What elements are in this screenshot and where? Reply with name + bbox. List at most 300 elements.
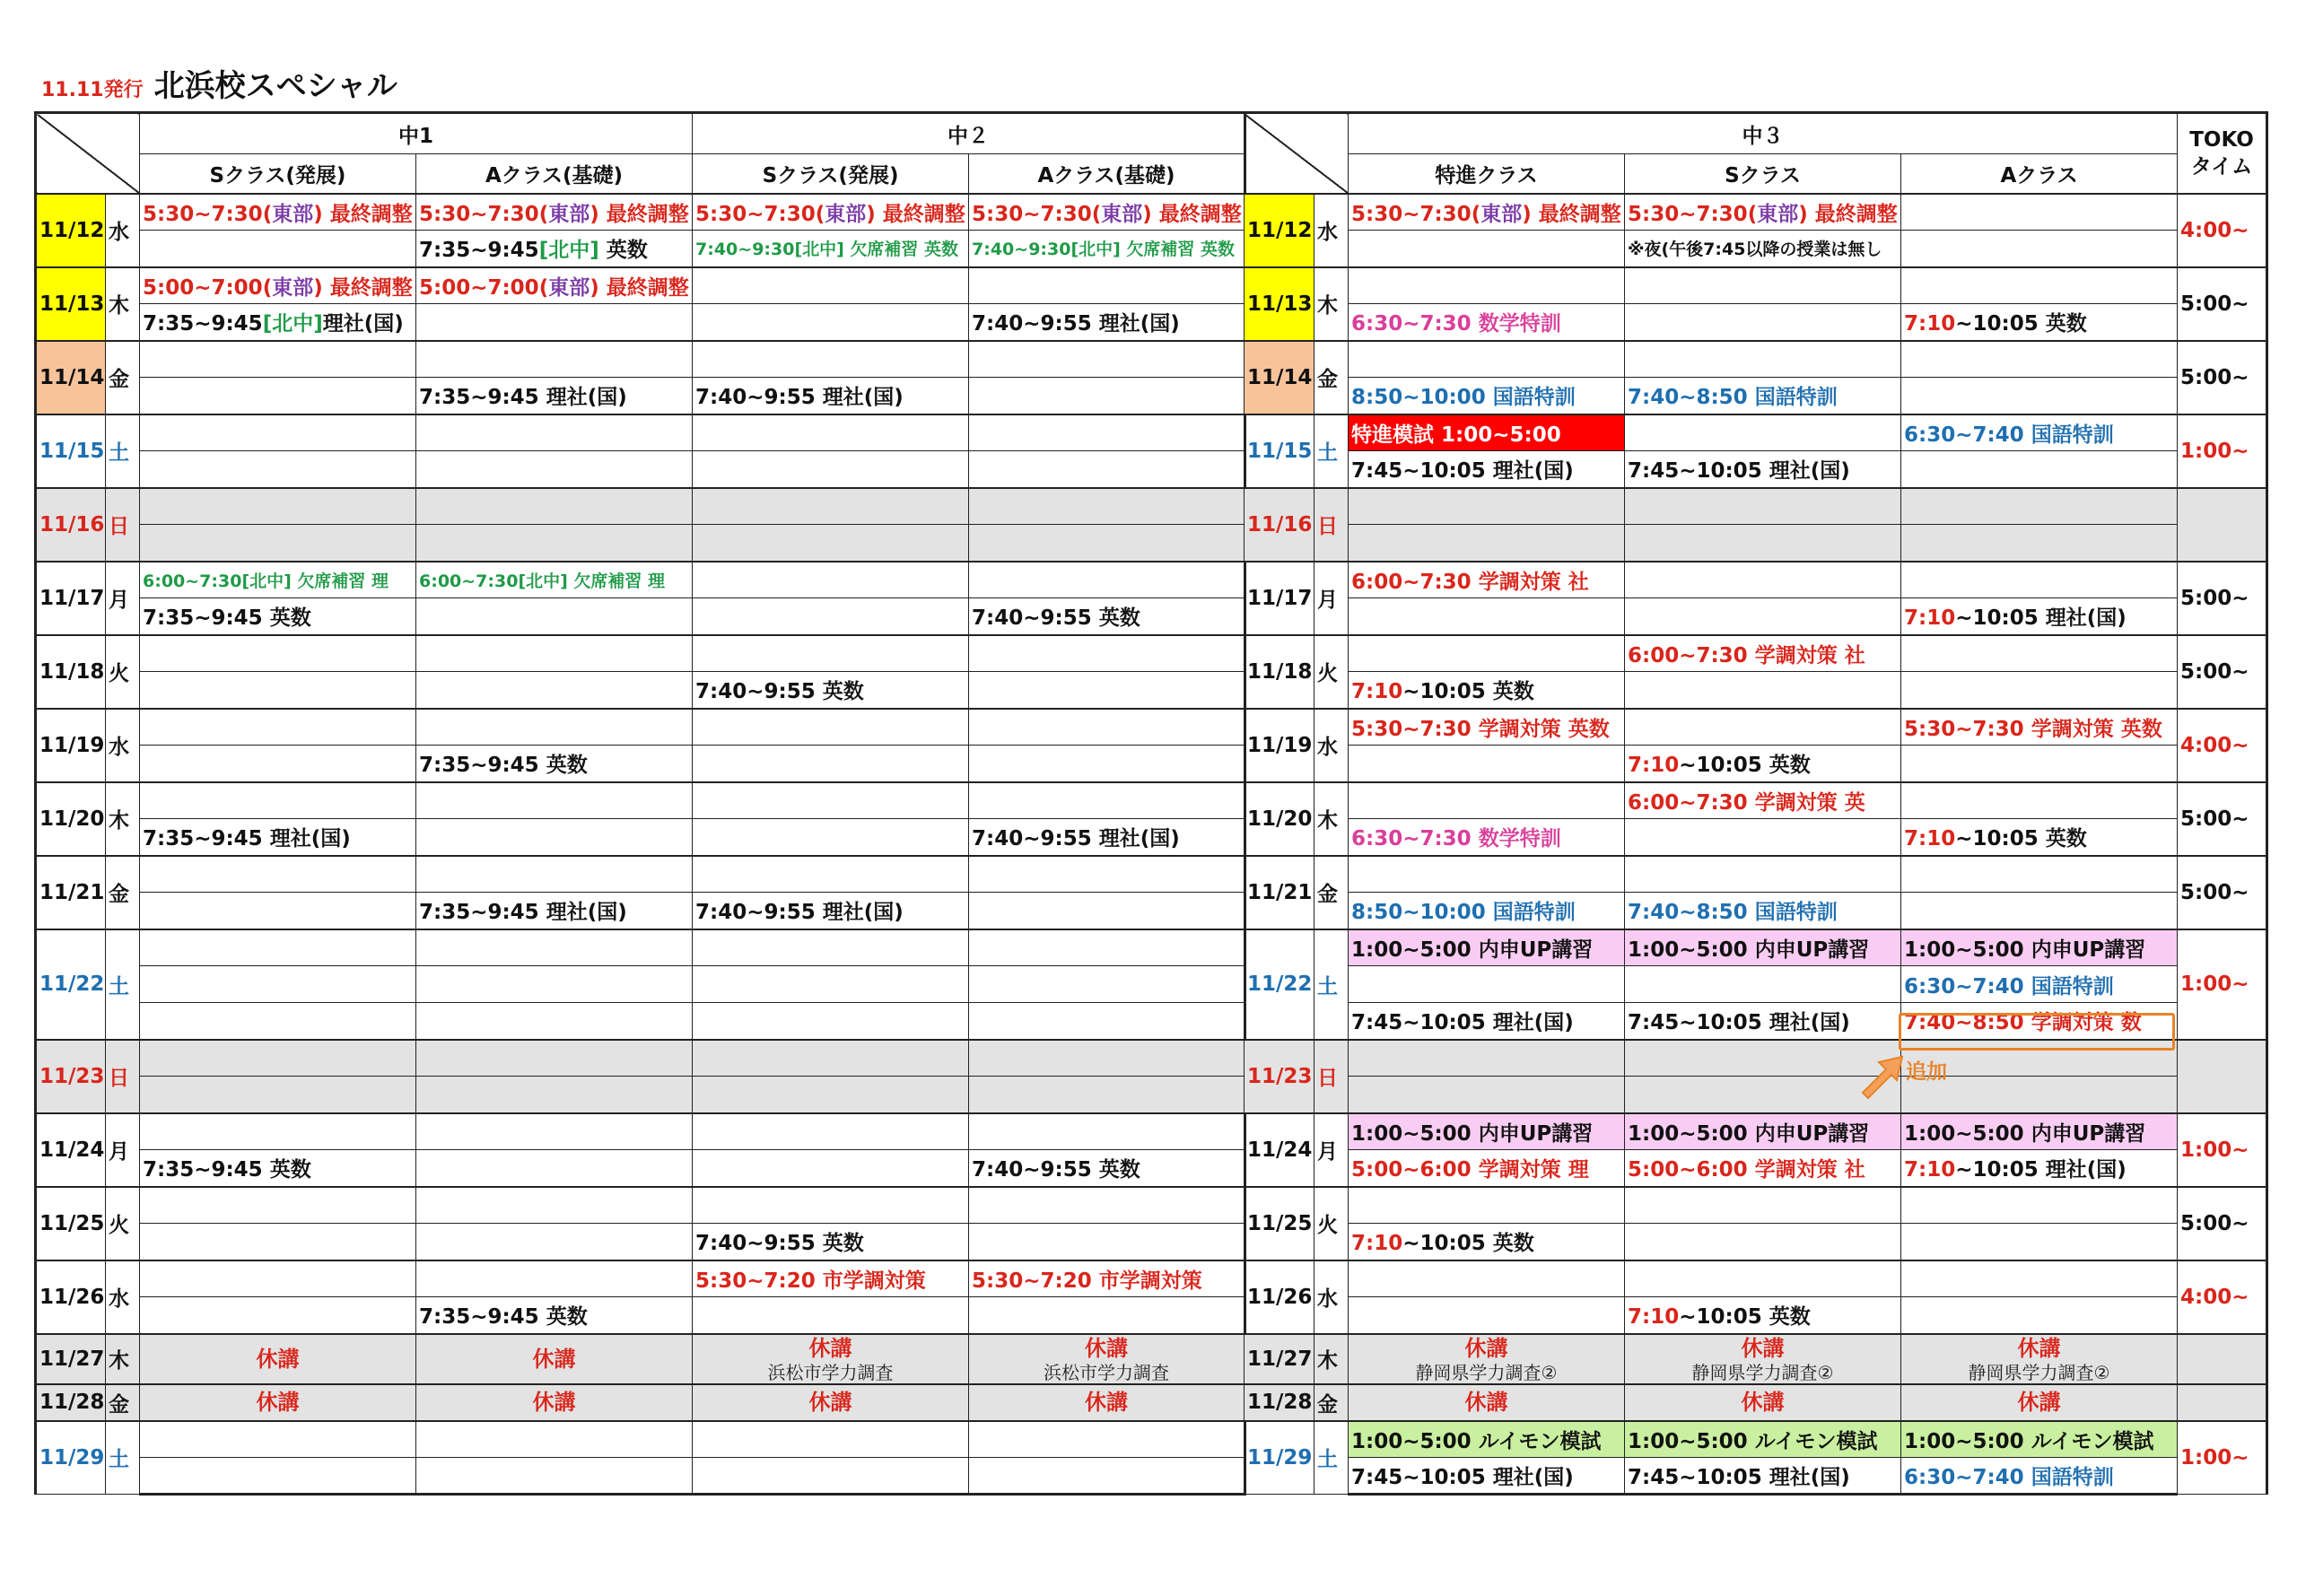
class-cell: [416, 267, 693, 304]
entry-text: 特進模試 1:00~5:00: [1351, 423, 1561, 447]
class-cell: [416, 451, 693, 488]
class-cell: [1901, 1224, 2178, 1260]
closed-label: 休講: [256, 1346, 300, 1372]
schedule-row: [1245, 1297, 2267, 1334]
closed-label: 休講: [1085, 1335, 1129, 1361]
class-cell: [1349, 782, 1625, 819]
schedule-row: [36, 709, 1245, 746]
schedule-row: [36, 746, 1245, 782]
date-cell: 11/13: [36, 267, 106, 341]
entry-text: 7:10: [1904, 1158, 1956, 1182]
class-cell: [416, 635, 693, 672]
schedule-row: [1245, 672, 2267, 709]
weekday-cell: 木: [1314, 782, 1349, 856]
entry-text: 8:50~10:00 国語特訓: [1351, 901, 1576, 925]
entry-text: 7:35~9:45: [419, 239, 539, 263]
class-cell: [1349, 1150, 1625, 1187]
toko-time-cell: [2178, 488, 2267, 562]
weekday-cell: 木: [106, 267, 140, 341]
weekday-cell: 日: [1314, 1040, 1349, 1113]
date-cell: 11/29: [1245, 1421, 1314, 1495]
weekday-cell: 金: [1314, 341, 1349, 414]
date-cell: 11/22: [36, 929, 106, 1040]
entry-text: 東部: [1757, 202, 1799, 226]
schedule-row: [36, 635, 1245, 672]
schedule-table-grade1-2: [34, 111, 1246, 1496]
class-cell: [1625, 672, 1901, 709]
class-cell: [140, 1040, 416, 1077]
class-cell: [1901, 709, 2178, 746]
entry-text: 1:00~5:00 ルイモン模試: [1628, 1429, 1878, 1453]
class-cell: [1349, 1113, 1625, 1150]
class-cell: [1901, 1150, 2178, 1187]
entry-text: 7:40~9:55 理社(国): [972, 827, 1180, 851]
class-cell: [1901, 451, 2178, 488]
class-cell: [1901, 672, 2178, 709]
group-header-grade3: 中３: [1349, 113, 2178, 154]
class-cell: [693, 414, 969, 451]
entry-text: 7:40~8:50 学調対策 数: [1904, 1011, 2142, 1035]
schedule-row: [1245, 341, 2267, 378]
class-cell: [1349, 966, 1625, 1003]
class-cell: [969, 1113, 1245, 1150]
class-cell: [140, 782, 416, 819]
class-cell: [693, 782, 969, 819]
schedule-row: [36, 893, 1245, 929]
date-cell: 11/22: [1245, 929, 1314, 1040]
class-cell: [416, 1187, 693, 1224]
entry-text: 7:10: [1904, 827, 1956, 851]
schedule-row: [1245, 488, 2267, 525]
class-cell: [1349, 1224, 1625, 1260]
schedule-row: [1245, 525, 2267, 562]
weekday-cell: 土: [106, 414, 140, 488]
weekday-cell: 木: [1314, 267, 1349, 341]
class-cell: [1349, 451, 1625, 488]
class-cell: [693, 1458, 969, 1495]
schedule-row: [36, 929, 1245, 966]
class-cell: [693, 1187, 969, 1224]
class-cell: [693, 194, 969, 231]
class-cell: [693, 378, 969, 414]
entry-text: 1:00~5:00 ルイモン模試: [1904, 1429, 2154, 1453]
class-cell: [140, 341, 416, 378]
class-cell: [1349, 304, 1625, 341]
class-cell: [416, 782, 693, 819]
closed-cell: [1349, 1384, 1625, 1421]
entry-text: 6:00~7:30 学調対策 社: [1628, 643, 1865, 667]
weekday-cell: 木: [106, 782, 140, 856]
class-cell: [693, 1003, 969, 1040]
class-cell: [1625, 378, 1901, 414]
class-cell: [1349, 1297, 1625, 1334]
closed-cell: [1625, 1334, 1901, 1384]
entry-text: ) 最終調整: [313, 202, 413, 226]
class-cell: [1625, 856, 1901, 893]
closed-cell: [140, 1334, 416, 1384]
entry-text: 7:10: [1628, 1305, 1680, 1330]
entry-text: 7:40~9:55 理社(国): [695, 901, 904, 925]
class-cell: [693, 893, 969, 929]
entry-text: 1:00~5:00 内申UP講習: [1904, 938, 2146, 962]
class-cell: [140, 267, 416, 304]
toko-time-cell: 5:00~: [2178, 635, 2267, 709]
schedule-row: [1245, 746, 2267, 782]
schedule-row: [36, 562, 1245, 598]
entry-text: 5:00~7:00(: [419, 275, 549, 300]
toko-time-cell: 4:00~: [2178, 194, 2267, 267]
class-cell: [693, 1421, 969, 1458]
entry-text: 7:10: [1904, 312, 1956, 336]
entry-text: 8:50~10:00 国語特訓: [1351, 386, 1576, 410]
schedule-row: [36, 782, 1245, 819]
toko-time-cell: [2178, 1040, 2267, 1113]
entry-text: 7:35~9:45 英数: [419, 1305, 588, 1330]
class-cell: [969, 819, 1245, 856]
corner-cell: [36, 113, 140, 194]
class-cell: [1625, 488, 1901, 525]
date-cell: 11/16: [36, 488, 106, 562]
entry-text: 7:35~9:45 英数: [143, 1158, 311, 1182]
class-cell: [1349, 598, 1625, 635]
class-cell: [1625, 1421, 1901, 1458]
class-cell: [1349, 267, 1625, 304]
schedule-row: [1245, 1224, 2267, 1260]
closed-cell: [1349, 1334, 1625, 1384]
schedule-row: [36, 598, 1245, 635]
toko-header-line2: タイム: [2190, 154, 2253, 179]
weekday-cell: 水: [106, 1260, 140, 1334]
class-cell: [1349, 929, 1625, 966]
class-cell: [1901, 378, 2178, 414]
class-cell: [416, 1458, 693, 1495]
entry-text: 5:00~6:00 学調対策 理: [1351, 1158, 1589, 1182]
schedule-row: [1245, 378, 2267, 414]
closed-note: 浜松市学力調査: [767, 1361, 894, 1383]
entry-text: 7:35~9:45 理社(国): [143, 827, 351, 851]
class-cell: [1901, 267, 2178, 304]
page-title-block: [41, 61, 397, 104]
class-cell: [1901, 782, 2178, 819]
entry-text: 1:00~5:00 内申UP講習: [1628, 1121, 1870, 1146]
toko-time-cell: 5:00~: [2178, 1187, 2267, 1260]
date-cell: 11/17: [36, 562, 106, 635]
entry-text: 7:40~9:30[北中] 欠席補習 英数: [695, 240, 959, 260]
entry-text: 5:30~7:30(: [695, 202, 825, 226]
entry-text: 5:30~7:20 市学調対策: [972, 1269, 1202, 1293]
schedule-row: [1245, 893, 2267, 929]
weekday-cell: 木: [1314, 1334, 1349, 1384]
entry-text: ) 最終調整: [1522, 202, 1621, 226]
date-cell: 11/18: [1245, 635, 1314, 709]
col-header-g3-tokushin: 特進クラス: [1349, 154, 1625, 194]
class-cell: [140, 598, 416, 635]
class-cell: [1901, 1113, 2178, 1150]
class-cell: [1901, 1458, 2178, 1495]
schedule-row: [1245, 819, 2267, 856]
entry-text: [北中]: [262, 312, 323, 336]
schedule-row: [36, 1421, 1245, 1458]
class-cell: [693, 1224, 969, 1260]
weekday-cell: 水: [1314, 709, 1349, 782]
class-cell: [1349, 488, 1625, 525]
schedule-row: [1245, 267, 2267, 304]
date-cell: 11/12: [36, 194, 106, 267]
schedule-row: [36, 378, 1245, 414]
class-cell: [416, 966, 693, 1003]
class-cell: [1901, 488, 2178, 525]
schedule-row: [1245, 1077, 2267, 1113]
entry-text: 7:40~9:55 理社(国): [972, 312, 1180, 336]
class-cell: [1625, 819, 1901, 856]
entry-text: ~10:05 英数: [1402, 680, 1534, 704]
class-cell: [693, 856, 969, 893]
weekday-cell: 土: [106, 1421, 140, 1495]
class-cell: [693, 1113, 969, 1150]
class-cell: [1901, 525, 2178, 562]
entry-text: 1:00~5:00 ルイモン模試: [1351, 1429, 1602, 1453]
entry-text: ) 最終調整: [1798, 202, 1898, 226]
closed-label: 休講: [2017, 1335, 2061, 1361]
toko-time-cell: 5:00~: [2178, 341, 2267, 414]
class-cell: [1349, 341, 1625, 378]
class-cell: [1625, 746, 1901, 782]
class-cell: [693, 709, 969, 746]
entry-text: ~10:05 英数: [1679, 1305, 1811, 1330]
schedule-row: [1245, 635, 2267, 672]
date-cell: 11/20: [36, 782, 106, 856]
entry-text: ) 最終調整: [590, 275, 689, 300]
class-cell: [140, 194, 416, 231]
weekday-cell: 水: [106, 194, 140, 267]
class-cell: [1349, 1077, 1625, 1113]
entry-text: ) 最終調整: [590, 202, 689, 226]
toko-time-cell: 5:00~: [2178, 782, 2267, 856]
entry-text: 7:45~10:05 理社(国): [1351, 1466, 1574, 1489]
schedule-row: [36, 1260, 1245, 1297]
entry-text: 5:30~7:30(: [1628, 202, 1758, 226]
entry-text: 7:10: [1351, 1232, 1403, 1256]
class-cell: [140, 231, 416, 267]
entry-text: 東部: [548, 202, 590, 226]
date-cell: 11/25: [36, 1187, 106, 1260]
class-cell: [1625, 525, 1901, 562]
class-cell: [1901, 635, 2178, 672]
class-cell: [140, 893, 416, 929]
class-cell: [140, 1150, 416, 1187]
entry-text: 7:40~9:55 英数: [972, 606, 1140, 631]
schedule-row: [1245, 598, 2267, 635]
class-cell: [1901, 1421, 2178, 1458]
class-cell: [1625, 414, 1901, 451]
class-cell: [693, 1040, 969, 1077]
schedule-row: [36, 1003, 1245, 1040]
class-cell: [1901, 562, 2178, 598]
class-cell: [1901, 194, 2178, 231]
weekday-cell: 土: [1314, 414, 1349, 488]
class-cell: [969, 1077, 1245, 1113]
class-cell: [140, 709, 416, 746]
schedule-row: [1245, 231, 2267, 267]
class-cell: [1901, 1187, 2178, 1224]
class-cell: [1349, 672, 1625, 709]
closed-cell: [1901, 1334, 2178, 1384]
class-cell: [140, 1260, 416, 1297]
class-cell: [416, 1421, 693, 1458]
date-cell: 11/19: [36, 709, 106, 782]
schedule-row: [1245, 782, 2267, 819]
schedule-row: [1245, 709, 2267, 746]
class-cell: [416, 709, 693, 746]
class-cell: [1349, 1260, 1625, 1297]
schedule-row: [1245, 304, 2267, 341]
class-cell: [416, 1077, 693, 1113]
closed-cell: [416, 1334, 693, 1384]
entry-text: 7:10: [1628, 754, 1680, 778]
schedule-row: [36, 1458, 1245, 1495]
class-cell: [1625, 194, 1901, 231]
schedule-row: [1245, 856, 2267, 893]
entry-text: 5:00~6:00 学調対策 社: [1628, 1158, 1865, 1182]
date-cell: 11/26: [36, 1260, 106, 1334]
col-header-g2-s: Sクラス(発展): [693, 154, 969, 194]
col-header-g2-a: Aクラス(基礎): [969, 154, 1245, 194]
entry-text: ~10:05 英数: [1955, 827, 2087, 851]
page-title: 北浜校スペシャル: [153, 68, 397, 104]
date-cell: 11/23: [1245, 1040, 1314, 1113]
closed-label: 休講: [532, 1346, 576, 1372]
entry-text: 7:40~9:55 英数: [695, 1232, 864, 1256]
class-cell: [969, 1040, 1245, 1077]
class-cell: [416, 378, 693, 414]
weekday-cell: 土: [106, 929, 140, 1040]
class-cell: [140, 966, 416, 1003]
entry-text: 英数: [598, 239, 648, 263]
date-cell: 11/27: [36, 1334, 106, 1384]
class-cell: [1625, 1297, 1901, 1334]
entry-text: ※夜(午後7:45以降の授業は無し: [1628, 240, 1882, 260]
class-cell: [140, 451, 416, 488]
class-cell: [1349, 1040, 1625, 1077]
weekday-cell: 金: [1314, 1384, 1349, 1421]
class-cell: [693, 1260, 969, 1297]
class-cell: [1625, 929, 1901, 966]
class-cell: [969, 1458, 1245, 1495]
class-cell: [416, 304, 693, 341]
class-cell: [969, 635, 1245, 672]
closed-cell: [693, 1334, 969, 1384]
schedule-row: [1245, 929, 2267, 966]
date-cell: 11/28: [36, 1384, 106, 1421]
schedule-row: [1245, 1458, 2267, 1495]
corner-cell: [1245, 113, 1349, 194]
class-cell: [140, 1421, 416, 1458]
date-cell: 11/15: [1245, 414, 1314, 488]
weekday-cell: 月: [106, 562, 140, 635]
schedule-row: [36, 1077, 1245, 1113]
entry-text: 7:40~9:55 英数: [695, 680, 864, 704]
class-cell: [969, 1260, 1245, 1297]
entry-text: 5:30~7:30 学調対策 英数: [1351, 717, 1610, 741]
class-cell: [969, 1297, 1245, 1334]
class-cell: [1625, 1187, 1901, 1224]
class-cell: [1901, 819, 2178, 856]
entry-text: 5:30~7:20 市学調対策: [695, 1269, 926, 1293]
class-cell: [1349, 1458, 1625, 1495]
class-cell: [1901, 304, 2178, 341]
class-cell: [416, 598, 693, 635]
class-cell: [1625, 1458, 1901, 1495]
date-cell: 11/21: [1245, 856, 1314, 929]
entry-text: 1:00~5:00 内申UP講習: [1351, 1121, 1594, 1146]
entry-text: 7:35~9:45 英数: [419, 754, 588, 778]
class-cell: [416, 231, 693, 267]
date-cell: 11/29: [36, 1421, 106, 1495]
class-cell: [140, 1297, 416, 1334]
schedule-row: [1245, 1421, 2267, 1458]
class-cell: [969, 378, 1245, 414]
closed-label: 休講: [1464, 1335, 1508, 1361]
entry-text: 6:00~7:30 学調対策 英: [1628, 790, 1865, 815]
weekday-cell: 水: [106, 709, 140, 782]
class-cell: [1349, 1003, 1625, 1040]
class-cell: [140, 929, 416, 966]
date-cell: 11/12: [1245, 194, 1314, 267]
entry-text: 7:40~8:50 国語特訓: [1628, 386, 1838, 410]
schedule-row: [1245, 451, 2267, 488]
closed-cell: [1625, 1384, 1901, 1421]
entry-text: 6:00~7:30[北中] 欠席補習 理: [419, 571, 666, 591]
class-cell: [1349, 709, 1625, 746]
class-cell: [1901, 929, 2178, 966]
class-cell: [1349, 819, 1625, 856]
schedule-row: [36, 451, 1245, 488]
class-cell: [969, 267, 1245, 304]
weekday-cell: 水: [1314, 1260, 1349, 1334]
col-header-g3-a: Aクラス: [1901, 154, 2178, 194]
class-cell: [1625, 893, 1901, 929]
class-cell: [140, 672, 416, 709]
class-cell: [416, 672, 693, 709]
entry-text: 6:30~7:40 国語特訓: [1904, 974, 2114, 999]
date-cell: 11/25: [1245, 1187, 1314, 1260]
class-cell: [1901, 1297, 2178, 1334]
entry-text: [北中]: [538, 239, 599, 263]
toko-header-line1: TOKO: [2189, 127, 2254, 152]
entry-text: 6:30~7:40 国語特訓: [1904, 1466, 2114, 1489]
class-cell: [1625, 635, 1901, 672]
class-cell: [1625, 1224, 1901, 1260]
class-cell: [693, 1150, 969, 1187]
toko-time-cell: 5:00~: [2178, 267, 2267, 341]
class-cell: [1901, 1260, 2178, 1297]
schedule-table-grade3: [1244, 111, 2268, 1496]
class-cell: [416, 893, 693, 929]
entry-text: 7:45~10:05 理社(国): [1628, 459, 1850, 484]
class-cell: [416, 488, 693, 525]
entry-text: 6:30~7:40 国語特訓: [1904, 423, 2114, 447]
class-cell: [1625, 341, 1901, 378]
class-cell: [969, 1224, 1245, 1260]
class-cell: [416, 341, 693, 378]
group-header-grade1: 中1: [140, 113, 693, 154]
entry-text: 1:00~5:00 内申UP講習: [1904, 1121, 2146, 1146]
weekday-cell: 木: [106, 1334, 140, 1384]
weekday-cell: 日: [106, 488, 140, 562]
class-cell: [1349, 856, 1625, 893]
schedule-row: [1245, 1260, 2267, 1297]
entry-text: 6:30~7:30 数学特訓: [1351, 827, 1561, 851]
